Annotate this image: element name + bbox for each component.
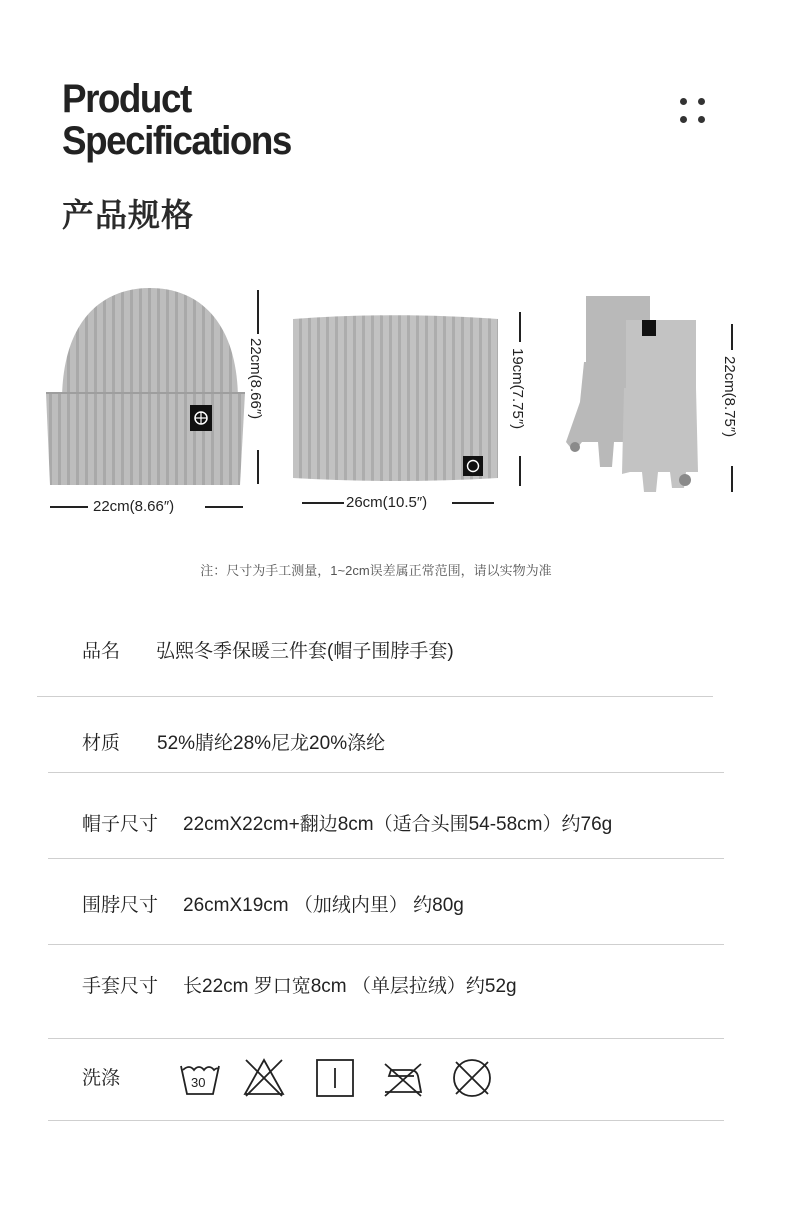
no-dry-clean-icon [450, 1056, 494, 1100]
hat-height-line-bottom [257, 450, 259, 484]
hat-height-label: 22cm(8.66″) [247, 338, 264, 420]
spec-value-glove-size: 长22cm 罗口宽8cm （单层拉绒）约52g [183, 976, 517, 997]
scarf-width-label: 26cm(10.5″) [346, 494, 428, 511]
spec-value-hat-size: 22cmX22cm+翻边8cm（适合头围54-58cm）约76g [183, 814, 613, 835]
spec-value-scarf-size: 26cmX19cm （加绒内里） 约80g [183, 895, 464, 916]
page-title-en [62, 78, 448, 162]
gloves-height-line-bottom [731, 466, 733, 492]
divider [48, 1120, 724, 1121]
hat-width-line-left [50, 506, 88, 508]
divider [48, 944, 724, 945]
title-line-2: Specifications [62, 119, 291, 163]
hat-height-line-top [257, 290, 259, 334]
spec-value-material: 52%腈纶28%尼龙20%涤纶 [157, 733, 386, 754]
spec-label-washing: 洗涤 [82, 1068, 121, 1089]
no-iron-icon [381, 1056, 425, 1100]
divider [37, 696, 713, 697]
divider [48, 858, 724, 859]
wash-30-icon [178, 1056, 222, 1100]
spec-value-name: 弘熙冬季保暖三件套(帽子围脖手套) [156, 641, 454, 662]
hat-width-line-right [205, 506, 243, 508]
spec-label-glove-size: 手套尺寸 [82, 976, 159, 997]
spec-label-hat-size: 帽子尺寸 [82, 814, 159, 835]
page-title-zh: 产品规格 [62, 197, 195, 233]
divider [48, 1038, 724, 1039]
scarf-height-line-bottom [519, 456, 521, 486]
spec-label-scarf-size: 围脖尺寸 [82, 895, 159, 916]
scarf-width-line-left [302, 502, 344, 504]
hat-image [40, 283, 250, 493]
scarf-height-line-top [519, 312, 521, 342]
gloves-height-label: 22cm(8.75″) [721, 356, 738, 438]
spec-label-material: 材质 [82, 733, 121, 754]
title-line-1: Product [62, 77, 191, 121]
no-bleach-icon [242, 1056, 286, 1100]
spec-label-name: 品名 [82, 641, 121, 662]
measurement-note: 注：尺寸为手工测量，1~2cm误差属正常范围，请以实物为准 [200, 563, 552, 578]
line-dry-icon [314, 1056, 358, 1100]
scarf-height-label: 19cm(7.75″) [509, 348, 526, 430]
hat-width-label: 22cm(8.66″) [93, 498, 175, 515]
scarf-image [290, 314, 502, 482]
divider [48, 772, 724, 773]
wash-temp-text: 30 [191, 1075, 206, 1090]
dots-grid-icon[interactable] [676, 94, 710, 128]
gloves-height-line-top [731, 324, 733, 350]
gloves-image [562, 292, 702, 502]
scarf-width-line-right [452, 502, 494, 504]
